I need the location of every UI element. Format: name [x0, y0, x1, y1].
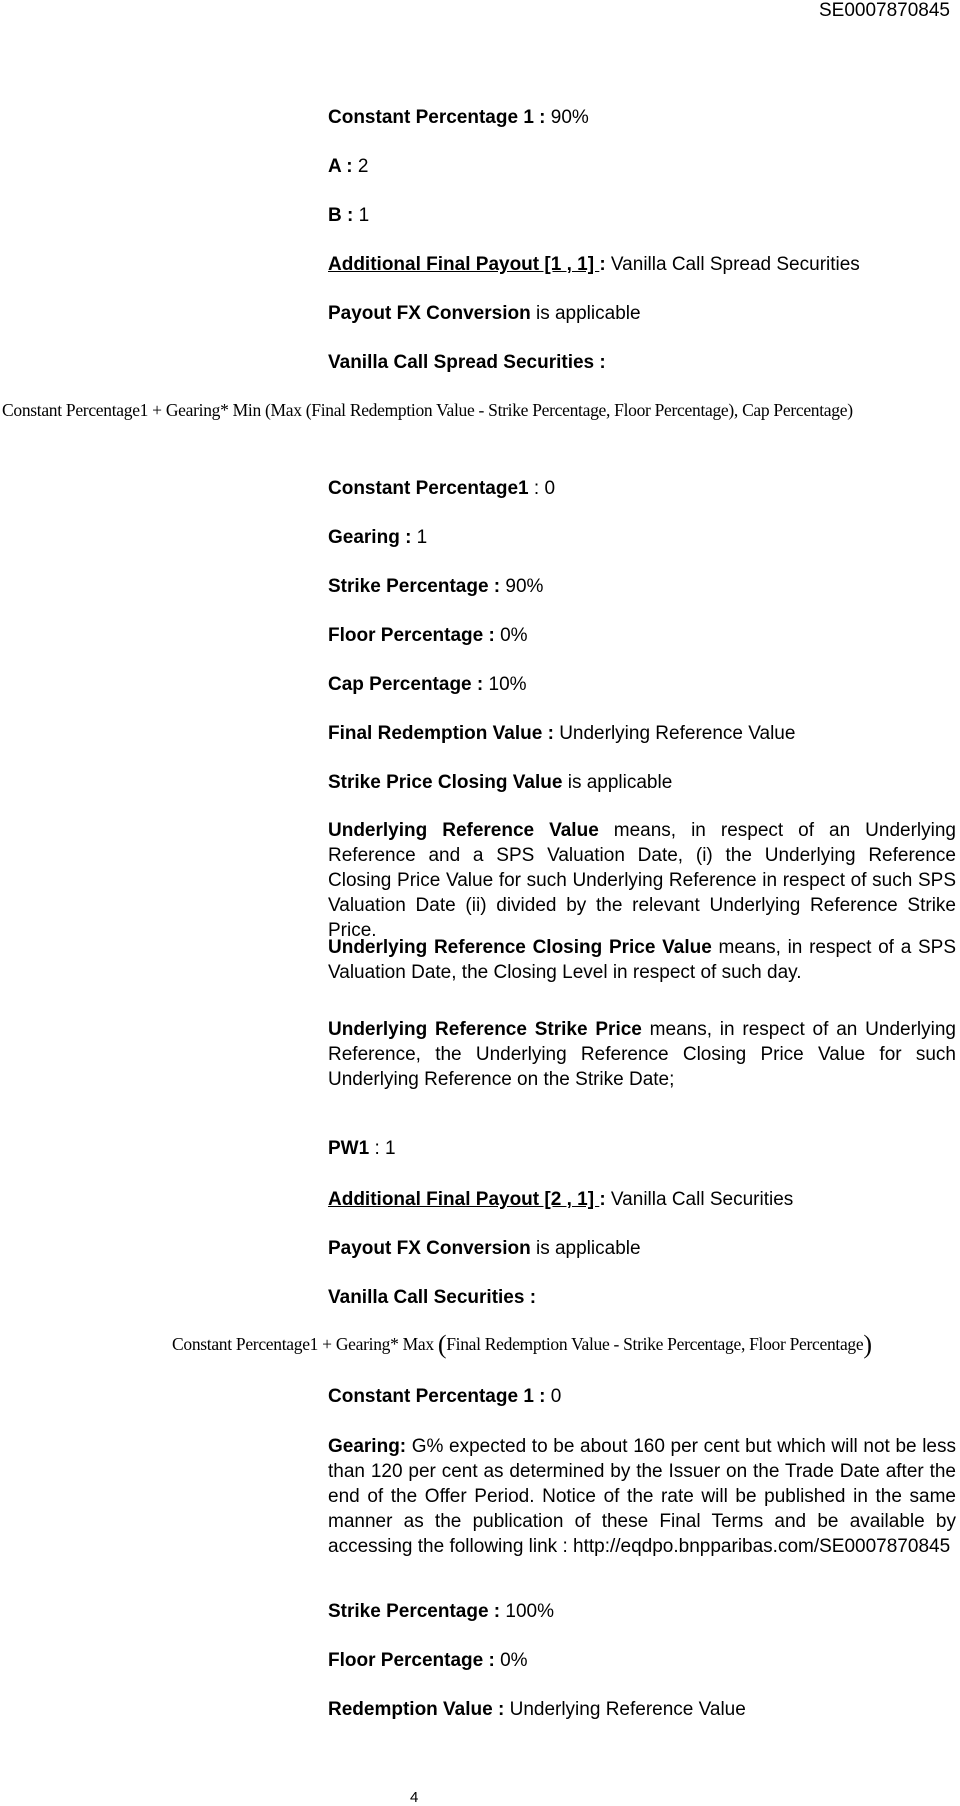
floor-percentage-label: Floor Percentage : — [328, 625, 495, 646]
constant-percentage-1-label: Constant Percentage 1 : — [328, 107, 546, 128]
strike-percentage-2-line — [328, 1601, 554, 1623]
floor-percentage-2-value: 0% — [494, 1650, 528, 1671]
constant-percentage-1-value: 90% — [545, 107, 589, 128]
additional-final-payout-1-line — [328, 254, 860, 276]
strike-price-closing-value-line — [328, 772, 672, 794]
constant-percentage-1-line — [328, 107, 589, 129]
gearing-label: Gearing : — [328, 527, 412, 548]
cp1-2-label: Constant Percentage 1 : — [328, 1386, 546, 1407]
final-redemption-value-label: Final Redemption Value : — [328, 723, 554, 744]
a-label: A : — [328, 156, 353, 177]
formula-close-paren: ) — [863, 1330, 872, 1359]
strike-percentage-2-value: 100% — [500, 1601, 555, 1622]
payout-fx-2-label: Payout FX Conversion — [328, 1238, 531, 1259]
a-line — [328, 156, 368, 178]
strike-percentage-label: Strike Percentage : — [328, 576, 501, 597]
pw1-value: : 1 — [369, 1138, 396, 1159]
pw1-line — [328, 1138, 396, 1160]
payout-fx-1-value: is applicable — [530, 303, 641, 324]
additional-final-payout-1-value: Vanilla Call Spread Securities — [605, 254, 860, 275]
vanilla-call-formula — [172, 1330, 872, 1360]
underlying-reference-strike-price-definition — [328, 1017, 956, 1092]
cap-percentage-value: 10% — [483, 674, 527, 695]
payout-fx-1-label: Payout FX Conversion — [328, 303, 531, 324]
cap-percentage-label: Cap Percentage : — [328, 674, 484, 695]
additional-final-payout-2-line — [328, 1189, 793, 1211]
underlying-reference-closing-price-value-definition — [328, 935, 956, 985]
pw1-label: PW1 — [328, 1138, 370, 1159]
vanilla-call-formula-part2: Final Redemption Value - Strike Percentage, Floor Percentage — [446, 1334, 864, 1354]
additional-final-payout-2-label: Additional Final Payout [2 , 1] — [328, 1189, 600, 1210]
cp1-label: Constant Percentage1 — [328, 478, 529, 499]
cp1-2-line — [328, 1386, 561, 1408]
strike-price-closing-value-value: is applicable — [562, 772, 673, 793]
vanilla-call-spread-formula: Constant Percentage1 + Gearing* Min (Max (Final Redemption Value - Strike Percentage, Floor Percentage), Cap Percentage) — [2, 400, 853, 420]
document-id: SE0007870845 — [818, 0, 950, 21]
b-label: B : — [328, 205, 354, 226]
additional-final-payout-1-label: Additional Final Payout [1 , 1] — [328, 254, 600, 275]
vanilla-call-formula-part1: Constant Percentage1 + Gearing* Max — [172, 1334, 438, 1354]
final-redemption-value-value: Underlying Reference Value — [553, 723, 796, 744]
payout-fx-2-value: is applicable — [530, 1238, 641, 1259]
ursp-term: Underlying Reference Strike Price — [328, 1019, 642, 1040]
cp1-2-value: 0 — [545, 1386, 562, 1407]
additional-final-payout-1-colon: : — [599, 254, 606, 275]
floor-percentage-value: 0% — [494, 625, 528, 646]
ursp-def: means, in respect of an Underlying Reference, the Underlying Reference Closing Price Value for such Underlying Reference on the Strike Date; — [328, 1019, 956, 1090]
strike-percentage-line — [328, 576, 543, 598]
gearing-value: 1 — [411, 527, 428, 548]
final-redemption-value-line — [328, 723, 795, 745]
floor-percentage-2-line — [328, 1650, 528, 1672]
urv-term: Underlying Reference Value — [328, 820, 599, 841]
redemption-value-label: Redemption Value : — [328, 1699, 505, 1720]
cap-percentage-line — [328, 674, 527, 696]
urcpv-def: means, in respect of a SPS Valuation Date, the Closing Level in respect of such day. — [328, 937, 956, 983]
vanilla-call-heading: Vanilla Call Securities : — [328, 1287, 537, 1308]
cp1-line — [328, 478, 555, 500]
floor-percentage-line — [328, 625, 528, 647]
additional-final-payout-2-value: Vanilla Call Securities — [605, 1189, 794, 1210]
gearing-2-definition — [328, 1434, 956, 1559]
b-line — [328, 205, 369, 227]
a-value: 2 — [352, 156, 369, 177]
page-number: 4 — [410, 1789, 419, 1806]
gearing-line — [328, 527, 427, 549]
strike-percentage-2-label: Strike Percentage : — [328, 1601, 501, 1622]
payout-fx-1-line — [328, 303, 641, 325]
cp1-value: : 0 — [528, 478, 556, 499]
b-value: 1 — [353, 205, 370, 226]
strike-price-closing-value-label: Strike Price Closing Value — [328, 772, 563, 793]
additional-final-payout-2-colon: : — [599, 1189, 606, 1210]
urcpv-term: Underlying Reference Closing Price Value — [328, 937, 712, 958]
redemption-value-value: Underlying Reference Value — [504, 1699, 746, 1720]
gearing-2-def: G% expected to be about 160 per cent but which will not be less than 120 per cent as determined by the Issuer on the Trade Date after the end of the Offer Period. Notice of the rate will be published in the same manner as the publication of these Final Terms and be available by accessing the following link : http://eqdpo.bnpparibas.com/SE0007870845 — [328, 1436, 956, 1557]
payout-fx-2-line — [328, 1238, 641, 1260]
underlying-reference-value-definition — [328, 818, 956, 943]
floor-percentage-2-label: Floor Percentage : — [328, 1650, 495, 1671]
formula-open-paren: ( — [437, 1330, 447, 1359]
strike-percentage-value: 90% — [500, 576, 544, 597]
vanilla-call-spread-heading: Vanilla Call Spread Securities : — [328, 352, 606, 373]
gearing-2-label: Gearing: — [328, 1436, 407, 1457]
redemption-value-line — [328, 1699, 746, 1721]
urv-def: means, in respect of an Underlying Reference and a SPS Valuation Date, (i) the Underlying Reference Closing Price Value for such Underlying Reference in respect of such SPS Valuation Date (ii) divided by the relevant Underlying Reference Strike Price. — [328, 820, 956, 941]
